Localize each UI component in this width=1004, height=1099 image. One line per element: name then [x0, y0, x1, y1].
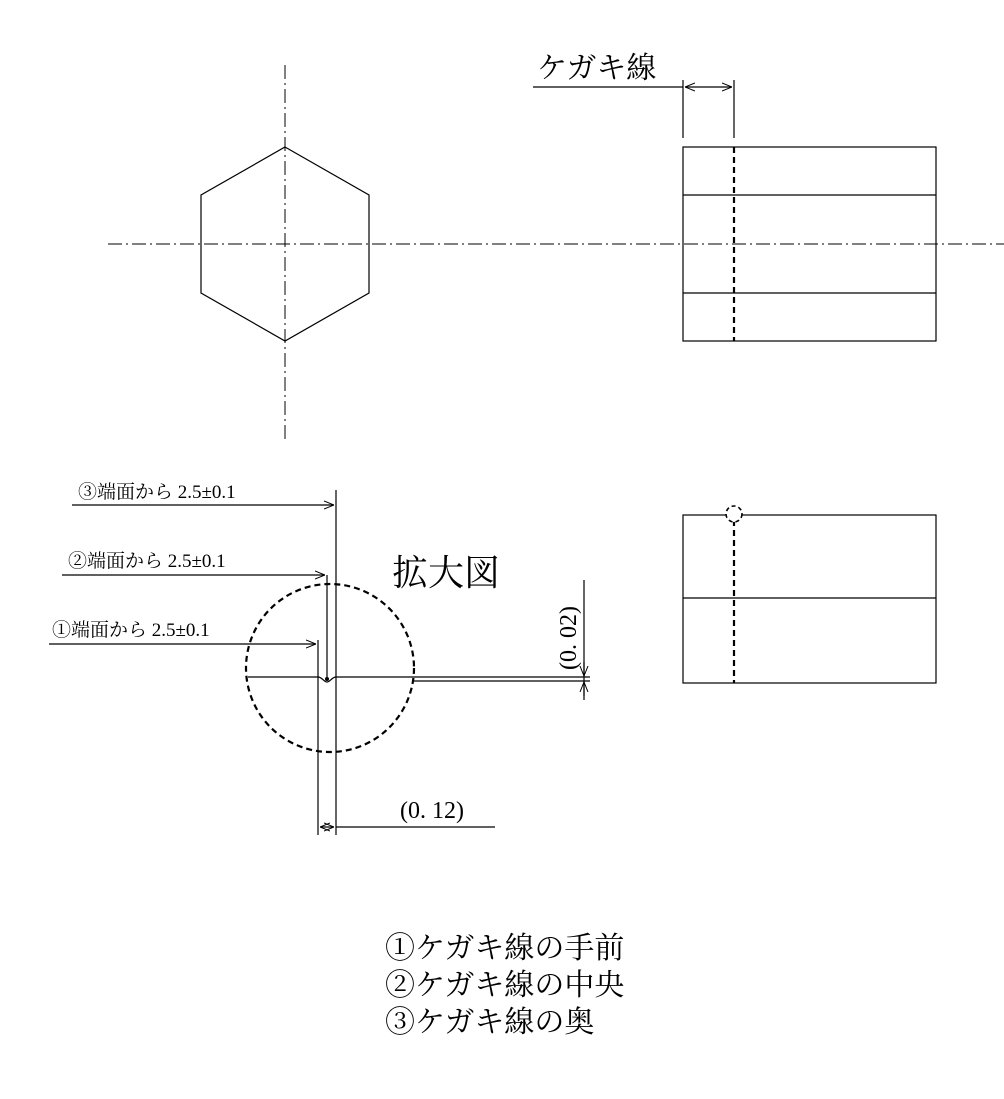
legend-item-2: ②ケガキ線の中央 [385, 969, 625, 1002]
leader-label-2: ②端面から 2.5±0.1 [68, 551, 226, 572]
side-view-top [533, 52, 936, 341]
surface-with-groove [248, 677, 414, 682]
enlarged-detail-view [49, 481, 590, 835]
scribe-line-label: ケガキ線 [537, 52, 657, 85]
leader-label-3: ③端面から 2.5±0.1 [78, 482, 236, 503]
side-view-bottom-outline [683, 515, 936, 683]
detail-marker-circle [726, 506, 742, 522]
side-view-bottom [683, 506, 936, 683]
hexagon-end-view [108, 65, 1004, 440]
enlarged-view-title: 拡大図 [392, 553, 501, 593]
depth-dimension-label: (0. 02) [556, 606, 582, 670]
legend [385, 932, 624, 1039]
detail-circle [246, 584, 414, 752]
width-dimension-label: (0. 12) [400, 798, 464, 824]
legend-item-3: ③ケガキ線の奥 [385, 1006, 595, 1039]
leader-label-1: ①端面から 2.5±0.1 [52, 620, 210, 641]
legend-item-1: ①ケガキ線の手前 [385, 932, 625, 965]
